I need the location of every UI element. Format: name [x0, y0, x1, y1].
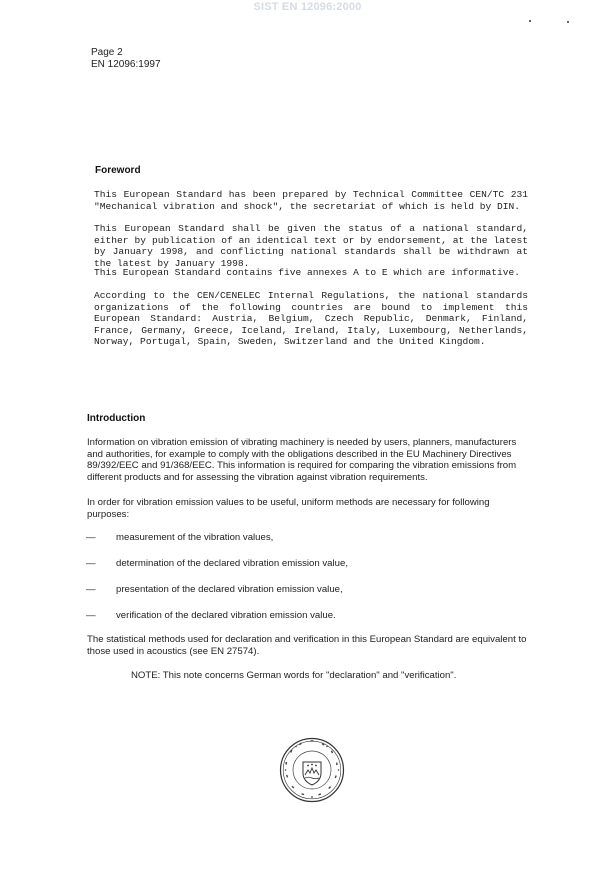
list-item-text: presentation of the declared vibration emission value,	[116, 584, 343, 595]
foreword-paragraph: According to the CEN/CENELEC Internal Regulations, the national standards organizations of the following countries are bound to implement this European Standard: Austria, Belgium, Czech Republic, Denmark, Finland, France, Germany, Greece, Iceland, Ireland, Italy, Luxembourg, Netherlands, Norway, Portugal, Spain, Sweden, Switzerland and the United Kingdom.	[94, 290, 528, 347]
seal-stamp-icon	[279, 737, 345, 803]
introduction-paragraph: Information on vibration emission of vibrating machinery is needed by users, planners, manufacturers and authorities, for example to comply with the obligations described in the EU Machinery Directives 89/392/EEC and 91/368/EEC. This information is required for comparing the vibration emissions from different products and for assessing the vibration against vibration requirements.	[87, 437, 517, 483]
page-number: Page 2	[91, 47, 123, 58]
list-dash: —	[86, 558, 96, 569]
page-header	[91, 47, 161, 71]
list-dash: —	[86, 584, 96, 595]
introduction-paragraph: In order for vibration emission values to be useful, uniform methods are necessary for following purposes:	[87, 497, 490, 520]
list-item	[86, 532, 526, 544]
list-dash: —	[86, 532, 96, 543]
standard-id: EN 12096:1997	[91, 59, 161, 70]
list-item-text: verification of the declared vibration emission value.	[116, 610, 336, 621]
list-dash: —	[86, 610, 96, 621]
list-item	[86, 558, 526, 570]
list-item-text: measurement of the vibration values,	[116, 532, 274, 543]
foreword-paragraph: This European Standard contains five annexes A to E which are informative.	[94, 267, 521, 278]
note-text: NOTE: This note concerns German words for "declaration" and "verification".	[131, 670, 457, 681]
foreword-paragraph: This European Standard has been prepared by Technical Committee CEN/TC 231 "Mechanical vibration and shock", the secretariat of which is held by DIN.	[94, 189, 528, 212]
watermark: SIST EN 12096:2000	[253, 1, 362, 13]
scan-speck	[567, 21, 569, 23]
introduction-paragraph: The statistical methods used for declaration and verification in this European Standard are equivalent to those used in acoustics (see EN 27574).	[87, 634, 527, 657]
list-item	[86, 584, 526, 596]
list-item	[86, 610, 526, 622]
introduction-heading: Introduction	[87, 413, 146, 424]
list-item-text: determination of the declared vibration emission value,	[116, 558, 348, 569]
scan-speck	[529, 20, 531, 22]
foreword-paragraph: This European Standard shall be given the status of a national standard, either by publication of an identical text or by endorsement, at the latest by January 1998, and conflicting national standards shall be withdrawn at the latest by January 1998.	[94, 223, 528, 269]
foreword-heading: Foreword	[95, 165, 141, 176]
